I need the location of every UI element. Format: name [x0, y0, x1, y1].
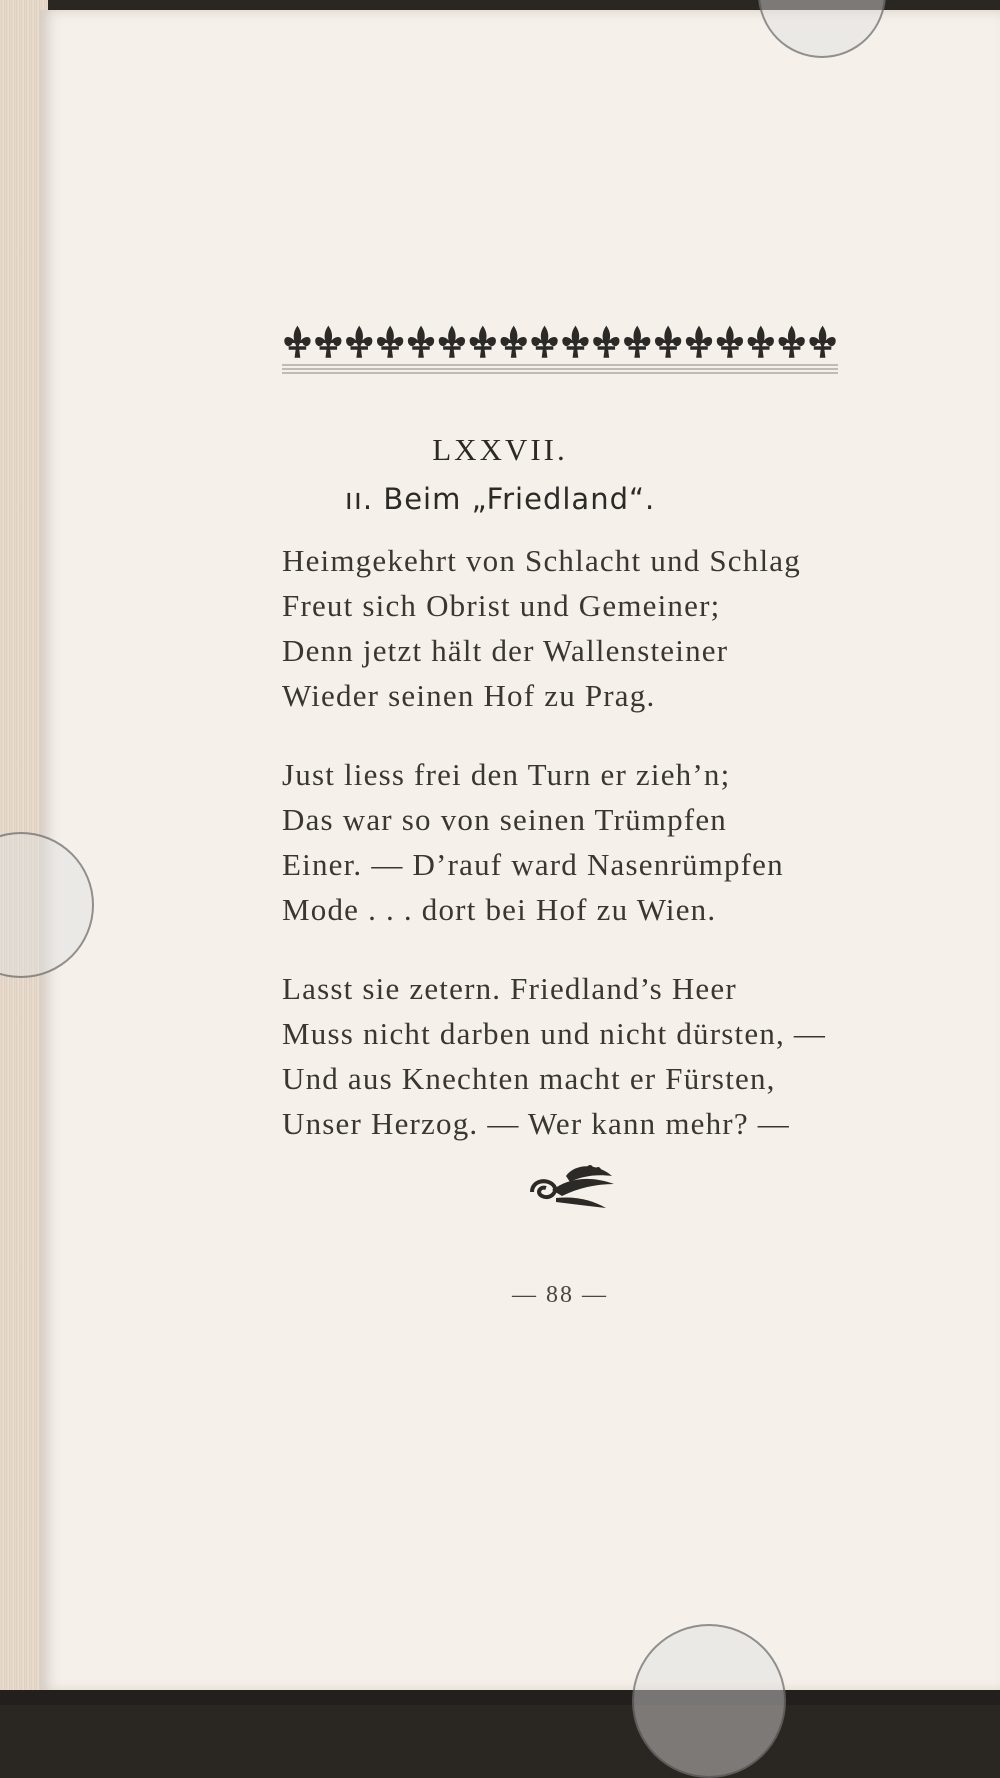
verse-line: Freut sich Obrist und Gemeiner; [282, 588, 721, 623]
fleur-de-lis-icon [563, 327, 588, 357]
fleur-de-lis-icon [656, 327, 681, 357]
poem-body [282, 538, 882, 1180]
fleuron-border [282, 325, 838, 377]
verse-line: Wieder seinen Hof zu Prag. [282, 678, 656, 713]
fleur-de-lis-icon [625, 327, 650, 357]
fleur-de-lis-icon [748, 327, 773, 357]
floral-vignette-icon [526, 1162, 620, 1210]
verse-line: Unser Herzog. — Wer kann mehr? — [282, 1106, 790, 1141]
stanza [282, 752, 882, 932]
verse-line: Lasst sie zetern. Friedland’s Heer [282, 971, 737, 1006]
fleur-de-lis-icon [717, 327, 742, 357]
fleur-de-lis-icon [594, 327, 619, 357]
verse-line: Einer. — D’rauf ward Nasenrümpfen [282, 847, 784, 882]
fleur-de-lis-icon [316, 327, 341, 357]
verse-line: Just liess frei den Turn er zieh’n; [282, 757, 731, 792]
fleur-de-lis-icon [470, 327, 495, 357]
page-holder-clip [632, 1624, 786, 1778]
fleur-de-lis-icon [687, 327, 712, 357]
stanza [282, 966, 882, 1146]
poem-number: LXXVII. [432, 432, 568, 467]
verse-line: Das war so von seinen Trümpfen [282, 802, 727, 837]
fleur-de-lis-icon [439, 327, 464, 357]
fleur-de-lis-icon [409, 327, 434, 357]
stanza [282, 538, 882, 718]
fleur-de-lis-icon [532, 327, 557, 357]
fleur-de-lis-icon [810, 327, 835, 357]
page-number: — 88 — [512, 1282, 608, 1308]
verse-line: Mode . . . dort bei Hof zu Wien. [282, 892, 717, 927]
fleur-de-lis-icon [282, 325, 838, 377]
verse-line: Denn jetzt hält der Wallensteiner [282, 633, 729, 668]
poem-title: ıı. Beim „Friedland“. [344, 482, 656, 516]
fleur-de-lis-icon [285, 327, 310, 357]
verse-line: Muss nicht darben und nicht dürsten, — [282, 1016, 827, 1051]
fleur-de-lis-icon [501, 327, 526, 357]
fleur-de-lis-icon [779, 327, 804, 357]
fleur-de-lis-icon [378, 327, 403, 357]
fleur-de-lis-icon [347, 327, 372, 357]
verse-line: Und aus Knechten macht er Fürsten, [282, 1061, 776, 1096]
verse-line: Heimgekehrt von Schlacht und Schlag [282, 543, 801, 578]
